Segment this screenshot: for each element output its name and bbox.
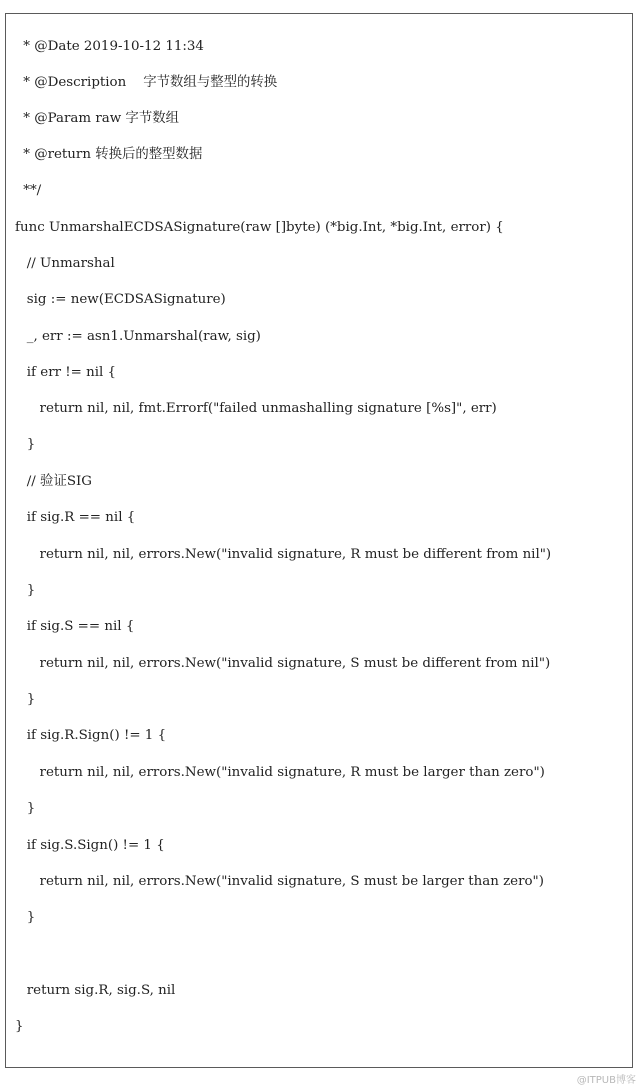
code-line: if sig.R.Sign() != 1 { [14, 728, 167, 743]
code-block [5, 13, 633, 1068]
code-line: return nil, nil, fmt.Errorf("failed unmashalling signature [%s]", err) [14, 401, 497, 416]
code-line: * @Param raw 字节数组 [19, 111, 179, 126]
code-line: sig := new(ECDSASignature) [14, 292, 226, 307]
code-line: if sig.S == nil { [14, 619, 135, 634]
code-line: } [15, 1019, 24, 1034]
code-line: * @return 转换后的整型数据 [19, 147, 203, 162]
code-line: return nil, nil, errors.New("invalid signature, S must be different from nil") [14, 656, 551, 671]
code-line: return sig.R, sig.S, nil [14, 983, 176, 998]
code-line: **/ [19, 183, 42, 198]
code-line: } [14, 583, 36, 598]
code-line: func UnmarshalECDSASignature(raw []byte) (*big.Int, *big.Int, error) { [15, 220, 504, 235]
code-line: return nil, nil, errors.New("invalid signature, R must be larger than zero") [14, 765, 545, 780]
code-line: if err != nil { [14, 365, 117, 380]
code-line: // Unmarshal [14, 256, 115, 271]
code-line: return nil, nil, errors.New("invalid signature, S must be larger than zero") [14, 874, 544, 889]
watermark: @ITPUB博客 [576, 1075, 636, 1086]
code-line: } [14, 910, 36, 925]
code-line: * @Date 2019-10-12 11:34 [19, 39, 204, 54]
code-line: // 验证SIG [14, 474, 92, 489]
code-line: return nil, nil, errors.New("invalid signature, R must be different from nil") [14, 547, 552, 562]
code-line: } [14, 692, 36, 707]
code-line: * @Description 字节数组与整型的转换 [19, 75, 278, 90]
code-line: if sig.S.Sign() != 1 { [14, 838, 165, 853]
code-line: } [14, 437, 36, 452]
code-line: _, err := asn1.Unmarshal(raw, sig) [14, 329, 261, 344]
code-line: } [14, 801, 36, 816]
code-line: if sig.R == nil { [14, 510, 136, 525]
